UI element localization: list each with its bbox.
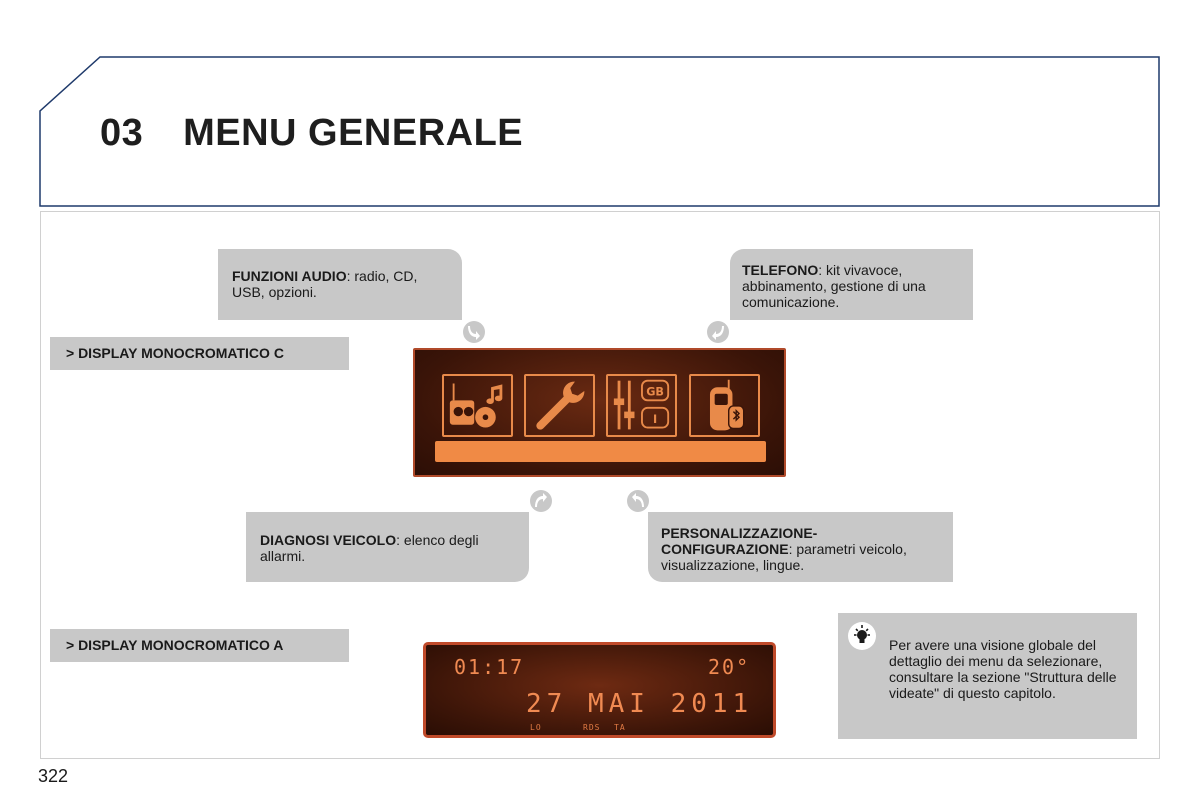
callout-audio-title: FUNZIONI AUDIO: [232, 268, 347, 284]
callout-diagnosi-text: : elenco degli allarmi.: [260, 532, 479, 564]
indicator-lo: LO: [530, 723, 542, 732]
callout-personalizzazione-text: : parametri veicolo, visualizzazione, lingue.: [661, 541, 907, 573]
chapter-number: 03: [100, 112, 144, 154]
callout-personalizzazione: [648, 512, 953, 582]
arrow-up-right-icon: [529, 489, 553, 513]
callout-telefono-title: TELEFONO: [742, 262, 819, 278]
callout-personalizzazione-title: PERSONALIZZAZIONE-CONFIGURAZIONE: [661, 525, 818, 557]
callout-telefono-text: : kit vivavoce, abbinamento, gestione di una comunicazione.: [742, 262, 926, 310]
arrow-down-left-icon: [706, 320, 730, 344]
display-time: 01:17: [454, 655, 525, 679]
chapter-title: MENU GENERALE: [183, 112, 524, 154]
display-temperature: 20°: [708, 655, 751, 679]
wrench-icon: [524, 374, 595, 437]
indicator-ta: TA: [614, 723, 626, 732]
lightbulb-icon: [847, 621, 877, 651]
indicator-rds: RDS: [583, 723, 601, 732]
display-date: 27 MAI 2011: [526, 689, 754, 719]
tip-box: [838, 613, 1137, 739]
phone-bluetooth-icon: [689, 374, 760, 437]
display-monocromatico-c: [413, 348, 786, 477]
header-frame: [0, 0, 1200, 210]
arrow-up-left-icon: [626, 489, 650, 513]
section-display-a: > DISPLAY MONOCROMATICO A: [50, 629, 349, 662]
settings-language-icon: [606, 374, 677, 437]
arrow-down-right-icon: [462, 320, 486, 344]
callout-audio: [218, 249, 462, 320]
callout-telefono: [730, 249, 973, 320]
callout-audio-text: : radio, CD, USB, opzioni.: [232, 268, 418, 300]
badge-i: I: [652, 412, 658, 426]
callout-diagnosi-title: DIAGNOSI VEICOLO: [260, 532, 397, 548]
page-number: 322: [38, 766, 69, 786]
page-title: [100, 112, 523, 155]
callout-diagnosi: [246, 512, 529, 582]
audio-icon: [442, 374, 513, 437]
tip-text: Per avere una visione globale del dettaglio dei menu da selezionare, consultare la sezione "Struttura delle videate" di questo capitolo.: [889, 637, 1117, 701]
display-monocromatico-a: [423, 642, 776, 738]
selection-bar: [435, 441, 766, 462]
badge-gb: GB: [646, 385, 664, 399]
section-display-c: > DISPLAY MONOCROMATICO C: [50, 337, 349, 370]
